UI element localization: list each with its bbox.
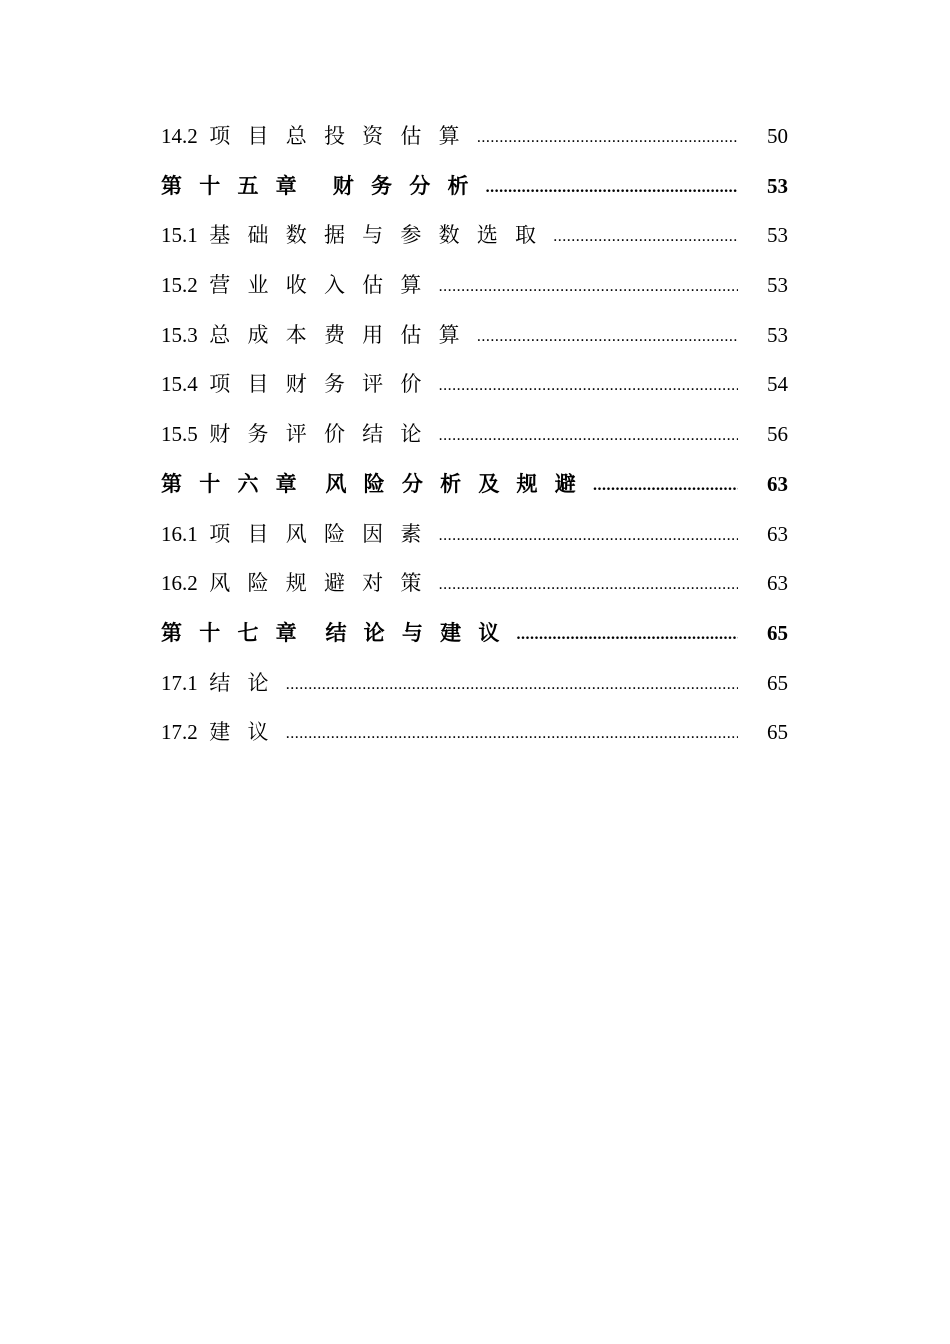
toc-leader-dots <box>553 210 738 262</box>
toc-entry-15-2[interactable] <box>161 261 788 311</box>
toc-entry-title: 结论 <box>209 670 286 695</box>
toc-chapter-prefix: 第十七章 <box>161 620 314 645</box>
toc-leader-dots <box>439 260 738 312</box>
toc-entry-page: 53 <box>767 173 788 198</box>
toc-entry-page: 53 <box>767 322 788 347</box>
toc-entry-14-2[interactable] <box>161 112 788 162</box>
toc-entry-15-5[interactable] <box>161 410 788 460</box>
toc-entry-title: 营业收入估算 <box>209 273 439 298</box>
toc-leader-dots <box>439 509 738 561</box>
toc-entry-page: 65 <box>767 670 788 695</box>
toc-leader-dots <box>517 608 738 660</box>
toc-leader-dots <box>593 459 738 511</box>
toc-entry-number: 15.3 <box>161 322 198 347</box>
toc-entry-page: 53 <box>767 273 788 298</box>
toc-leader-dots <box>439 409 738 461</box>
toc-entry-page: 54 <box>767 372 788 397</box>
toc-entry-title: 建议 <box>209 720 286 745</box>
toc-leader-dots <box>477 310 738 362</box>
toc-entry-15-3[interactable] <box>161 311 788 361</box>
toc-entry-page: 50 <box>767 124 788 148</box>
toc-leader-dots <box>439 359 738 411</box>
toc-entry-page: 53 <box>767 223 788 248</box>
toc-entry-page: 65 <box>767 720 788 745</box>
toc-entry-number: 17.2 <box>161 720 198 745</box>
toc-entry-number: 15.1 <box>161 223 198 248</box>
toc-entry-16-2[interactable] <box>161 559 788 609</box>
toc-entry-title: 项目总投资估算 <box>209 124 477 148</box>
toc-chapter-15[interactable] <box>161 162 788 212</box>
toc-chapter-17[interactable] <box>161 609 788 659</box>
toc-entry-page: 65 <box>767 620 788 645</box>
toc-entry-title: 项目风险因素 <box>209 521 439 546</box>
toc-entry-16-1[interactable] <box>161 510 788 560</box>
toc-entry-number: 17.1 <box>161 670 198 695</box>
toc-chapter-prefix: 第十六章 <box>161 471 314 496</box>
toc-entry-title: 项目财务评价 <box>209 372 439 397</box>
table-of-contents <box>161 112 788 758</box>
toc-entry-15-1[interactable] <box>161 211 788 261</box>
toc-chapter-title: 结论与建议 <box>325 620 517 645</box>
toc-entry-number: 16.2 <box>161 571 198 596</box>
toc-entry-number: 14.2 <box>161 124 198 148</box>
toc-entry-number: 15.5 <box>161 422 198 447</box>
toc-chapter-title: 财务分析 <box>332 173 486 198</box>
toc-entry-17-1[interactable] <box>161 659 788 709</box>
toc-entry-title: 基础数据与参数选取 <box>209 223 554 248</box>
toc-leader-dots <box>486 161 738 213</box>
toc-entry-17-2[interactable] <box>161 708 788 758</box>
toc-entry-title: 财务评价结论 <box>209 422 439 447</box>
toc-entry-title: 风险规避对策 <box>209 571 439 596</box>
toc-leader-dots <box>477 111 738 163</box>
toc-entry-number: 16.1 <box>161 521 198 546</box>
toc-chapter-16[interactable] <box>161 460 788 510</box>
toc-entry-page: 56 <box>767 422 788 447</box>
toc-chapter-prefix: 第十五章 <box>161 173 314 198</box>
toc-chapter-title: 风险分析及规避 <box>325 471 593 496</box>
toc-leader-dots <box>286 658 738 710</box>
toc-entry-page: 63 <box>767 471 788 496</box>
toc-entry-title: 总成本费用估算 <box>209 322 477 347</box>
toc-entry-number: 15.2 <box>161 273 198 298</box>
toc-leader-dots <box>286 707 738 759</box>
toc-entry-page: 63 <box>767 521 788 546</box>
toc-entry-15-4[interactable] <box>161 360 788 410</box>
toc-entry-number: 15.4 <box>161 372 198 397</box>
toc-entry-page: 63 <box>767 571 788 596</box>
toc-leader-dots <box>439 558 738 610</box>
